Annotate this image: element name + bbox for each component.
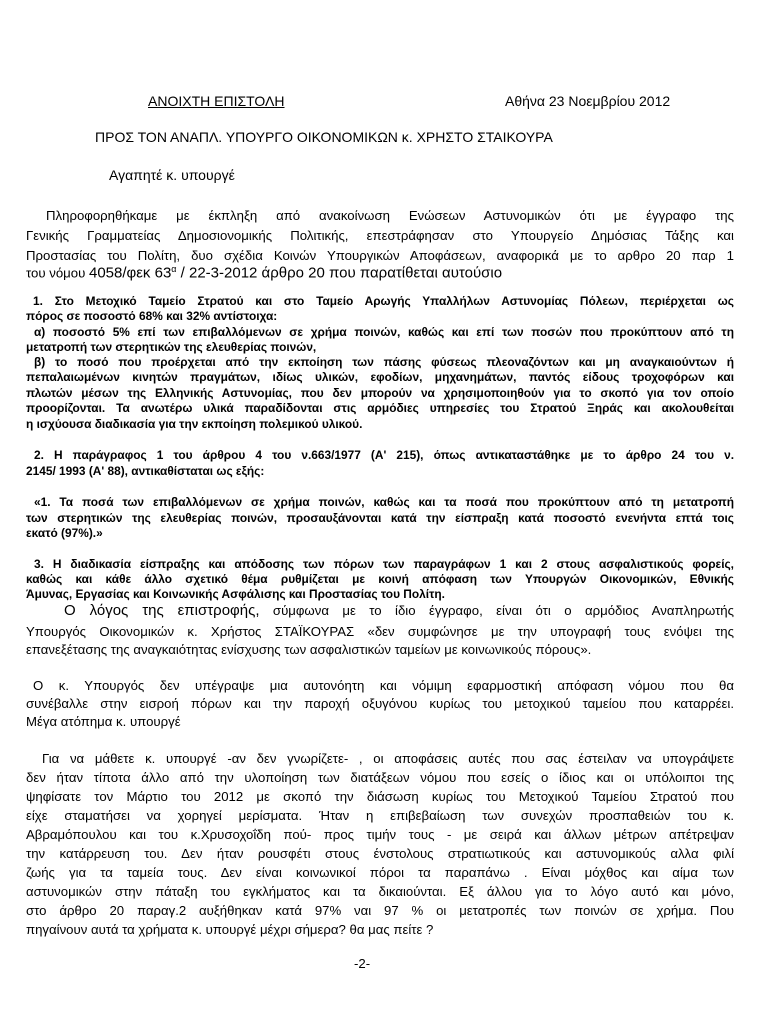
salutation: Αγαπητέ κ. υπουργέ bbox=[109, 167, 235, 183]
law-number: 4058/φεκ 63 bbox=[88, 264, 172, 282]
article-line-1: 1. Στο Μετοχικό Ταμείο Στρατού και στο Ταμείο Αρωγής Υπαλλήλων Αστυνομίας Πόλεων, περιέρχεται ως bbox=[33, 294, 734, 308]
article-line-16: καθώς και κάθε άλλο σχετικό θέμα ρυθμίζεται με κοινή απόφαση των Υπουργών Οικονομικών, Εθνικής bbox=[26, 572, 734, 586]
reason-line-1 bbox=[64, 602, 734, 619]
reason-rest: σύμφωνα με το ίδιο έγγραφο, είναι ότι ο αρμόδιος Αναπληρωτής bbox=[259, 603, 734, 618]
law-sup: α bbox=[171, 264, 177, 274]
article-line-11: 2145/ 1993 (Α' 88), αντικαθίσταται ως εξής: bbox=[26, 464, 265, 478]
closing-line-7: ζωής για τα ταμεία τους. Δεν είναι κοινωνικοί πόροι τα παραπάνω . Είναι μόχθος και αίμα των bbox=[26, 865, 734, 880]
article-line-8: προορίζονται. Τα ανωτέρω υλικά παραδίδονται στις αρμόδιες υπηρεσίες του Στρατού Ξηράς και ακολουθείται bbox=[26, 401, 734, 415]
article-line-4: μετατροπή των στερητικών της ελευθερίας ποινών, bbox=[26, 340, 317, 354]
closing-line-1: Για να μάθετε κ. υπουργέ -αν δεν γνωρίζετε- , οι αποφάσεις αυτές που σας έστειλαν να υπογράψετε bbox=[42, 751, 734, 766]
letter-title: ΑΝΟΙΧΤΗ ΕΠΙΣΤΟΛΗ bbox=[148, 93, 285, 109]
article-line-5: β) το ποσό που προέρχεται από την εκποίηση των πάσης φύσεως πλεοναζόντων και μη αναγκαιούντων ή bbox=[34, 355, 734, 369]
intro-line-2: Γενικής Γραμματείας Δημοσιονομικής Πολιτικής, επεστράφησαν στο Υπουργείο Δημόσιας Τάξης και bbox=[26, 228, 734, 243]
closing-line-3: ψηφίσατε τον Μάρτιο του 2012 με σκοπό την διάσωση κυρίως του Μετοχικού Ταμείου Στρατού που bbox=[26, 789, 734, 804]
article-line-13: των στερητικών της ελευθερίας ποινών, προσαυξάνονται κατά την είσπραξη κατά ποσοστό ενενήντα επτά τοις bbox=[26, 511, 734, 525]
law-reference-line bbox=[26, 264, 502, 281]
minister-line-3: Μέγα ατόπημα κ. υπουργέ bbox=[26, 714, 181, 729]
closing-line-5: Αβραμόπουλου και του κ.Χρυσοχοΐδη πού- προς τιμήν τους - με σειρά και άλλων μέτρων απέτρεψαν bbox=[26, 827, 734, 842]
closing-line-4: είχε σταματήσει να χορηγεί μερίσματα. Ήταν η επιβεβαίωση των συνεχών προσπαθειών του κ. bbox=[26, 808, 734, 823]
law-date: / 22-3-2012 bbox=[176, 264, 258, 282]
article-line-14: εκατό (97%).» bbox=[26, 526, 103, 540]
minister-line-1: Ο κ. Υπουργός δεν υπέγραψε μια αυτονόητη και νόμιμη εφαρμοστική απόφαση νόμου που θα bbox=[33, 678, 734, 693]
intro-line-1: Πληροφορηθήκαμε με έκπληξη από ανακοίνωση Ενώσεων Αστυνομικών ότι με έγγραφο της bbox=[46, 208, 734, 223]
minister-line-2: συνέβαλλε στην εισροή πόρων και την παροχή οξυγόνου κυρίως του μετοχικού ταμείου που καταρρέει. bbox=[26, 696, 734, 711]
law-suffix: άρθρο 20 που παρατίθεται αυτούσιο bbox=[257, 264, 503, 282]
letter-date: Αθήνα 23 Νοεμβρίου 2012 bbox=[505, 93, 671, 109]
article-line-15: 3. Η διαδικασία είσπραξης και απόδοσης των πόρων των παραγράφων 1 και 2 στους ασφαλιστικούς φορείς, bbox=[34, 557, 734, 571]
law-prefix: του νόμου bbox=[26, 265, 89, 281]
reason-line-2: Υπουργός Οικονομικών κ. Χρήστος ΣΤΑΪΚΟΥΡΑΣ «δεν συμφώνησε με την υπογραφή τους ενόψει της bbox=[26, 624, 734, 639]
closing-line-8: αστυνομικών στην πάταξη του εγκλήματος και τα δικαιούνται. Εξ άλλου για το λόγο αυτό και μόνο, bbox=[26, 884, 734, 899]
reason-line-3: επανεξέτασης της αναγκαιότητας ενίσχυσης των ασφαλιστικών ταμείων με κοινωνικούς πόρους». bbox=[26, 642, 592, 657]
article-line-6: πεπαλαιωμένων κινητών πραγμάτων, ιδίως υλικών, εφοδίων, μηχανημάτων, παντός είδους τροχοφόρων και bbox=[26, 370, 734, 384]
recipient-line: ΠΡΟΣ ΤΟΝ ΑΝΑΠΛ. ΥΠΟΥΡΓΟ ΟΙΚΟΝΟΜΙΚΩΝ κ. ΧΡΗΣΤΟ ΣΤΑΙΚΟΥΡΑ bbox=[95, 129, 553, 145]
closing-line-10: πηγαίνουν αυτά τα χρήματα κ. υπουργέ μέχρι σήμερα? θα μας πείτε ? bbox=[26, 922, 434, 937]
closing-line-9: στο άρθρο 20 παραγ.2 αυξήθηκαν κατά 97% ναι 97 % οι μετατροπές των ποινών σε χρήμα. Που bbox=[26, 903, 734, 918]
intro-line-3: Προστασίας του Πολίτη, δυο σχέδια Κοινών Υπουργικών Αποφάσεων, αναφορικά με το αρθρο 20 παρ 1 bbox=[26, 248, 734, 263]
article-line-2: πόρος σε ποσοστό 68% και 32% αντίστοιχα: bbox=[26, 309, 278, 323]
article-line-10: 2. Η παράγραφος 1 του άρθρου 4 του ν.663/1977 (Α' 215), όπως αντικαταστάθηκε με το άρθρο 24 του ν. bbox=[34, 448, 734, 462]
article-line-7: πλωτών μέσων της Ελληνικής Αστυνομίας, που δεν μπορούν να χρησιμοποιηθούν για το σκοπό για τον οποίο bbox=[26, 386, 734, 400]
article-line-17: Άμυνας, Εργασίας και Κοινωνικής Ασφάλισης και Προστασίας του Πολίτη. bbox=[26, 587, 445, 601]
closing-line-6: την κατάρρευση του. Δεν ήταν ρουσφέτι στους ένστολους στρατιωτικούς και αστυνομικούς αλλα φιλί bbox=[26, 846, 734, 861]
reason-lead: Ο λόγος της επιστροφής, bbox=[64, 602, 260, 619]
page-number: -2- bbox=[354, 956, 371, 971]
article-line-3: α) ποσοστό 5% επί των επιβαλλόμενων σε χρήμα ποινών, καθώς και επί των ποσών που προκύπτουν από τη bbox=[34, 325, 734, 339]
closing-line-2: δεν ήταν τίποτα άλλο από την υλοποίηση των διατάξεων νόμου που εσείς ο ίδιος και οι υπόλοιποι της bbox=[26, 770, 734, 785]
article-line-9: η ισχύουσα διαδικασία για την εκποίηση πολεμικού υλικού. bbox=[26, 417, 363, 431]
article-line-12: «1. Τα ποσά των επιβαλλόμενων σε χρήμα ποινών, καθώς και τα ποσά που προκύπτουν από τη μετατροπή bbox=[34, 495, 734, 509]
